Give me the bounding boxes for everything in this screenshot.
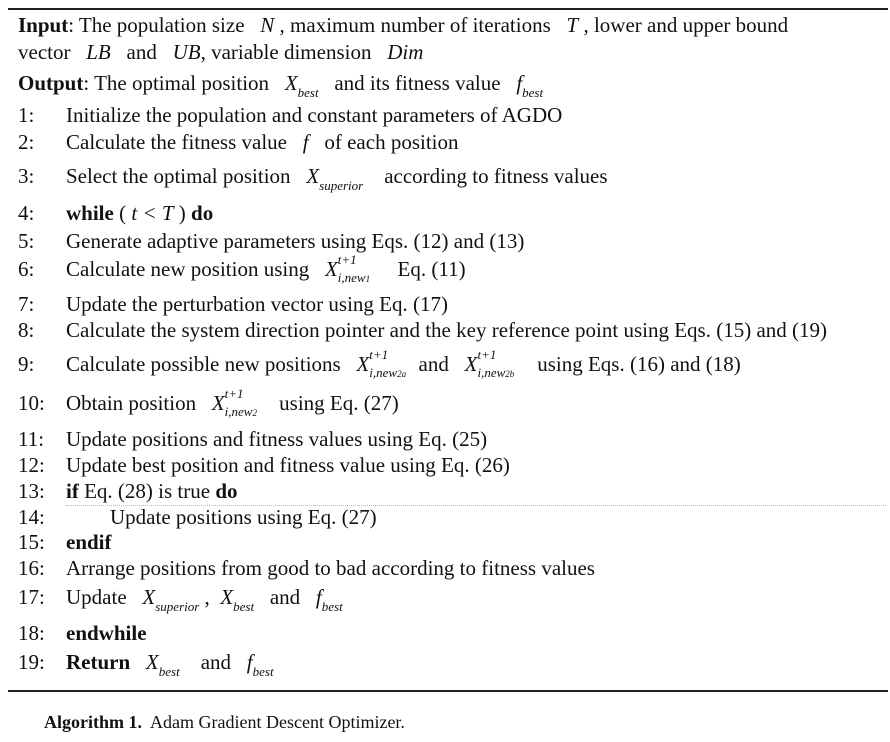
algorithm-caption: Algorithm 1. Adam Gradient Descent Optimizer. [44, 712, 405, 732]
input-line-1: Input: The population size N , maximum number of iterations T , lower and upper bound [18, 13, 789, 37]
input-line-2: vector LB and UB, variable dimension Dim [18, 40, 424, 64]
output-line: Output: The optimal position $X_{best}$ and its fitness value $f_{best}$ [18, 71, 544, 100]
